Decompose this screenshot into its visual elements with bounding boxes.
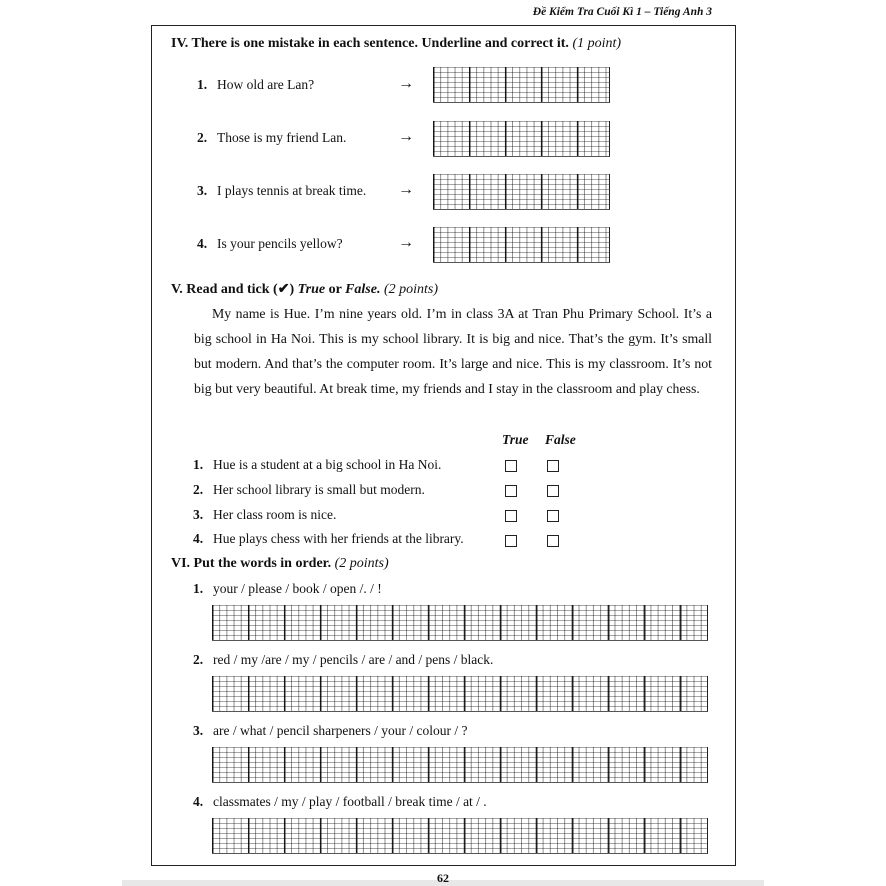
false-checkbox-3[interactable] [547,510,559,522]
section-5-heading-false: False. [345,282,381,297]
s4-answer-grid-1[interactable] [433,67,610,103]
false-column-header: False [545,432,576,447]
section-6-points: (2 points) [334,556,389,571]
s5-statement-2 [193,482,425,498]
s4-question-text: I plays tennis at break time. [217,183,367,198]
s4-question-1 [197,77,314,93]
s6-answer-grid-1[interactable] [212,605,708,641]
s5-statement-text: Her school library is small but modern. [213,482,425,497]
true-column-header: True [502,432,529,447]
s5-statement-text: Her class room is nice. [213,507,337,522]
section-6-title [171,556,389,572]
section-5-heading-mid: ) [289,282,298,297]
arrow-icon: → [398,181,414,198]
tick-icon: ✔ [277,282,290,297]
s6-question-4 [193,794,487,810]
s5-statement-3 [193,507,336,523]
s6-answer-grid-3[interactable] [212,747,708,783]
section-5-heading-true: True [297,282,326,297]
s4-question-text: Those is my friend Lan. [217,130,347,145]
section-4-heading: IV. There is one mistake in each sentence. Underline and correct it. [171,36,569,51]
s6-question-text: red / my /are / my / pencils / are / and / pens / black. [213,652,494,667]
section-5-points: (2 points) [383,282,439,297]
s6-question-text: your / please / book / open /. / ! [213,581,382,596]
s6-question-2 [193,652,493,668]
s4-question-4 [197,236,343,252]
s4-question-text: Is your pencils yellow? [217,236,343,251]
reading-passage [194,301,712,401]
s4-question-number: 4. [197,236,208,251]
s4-answer-grid-4[interactable] [433,227,610,263]
s6-answer-grid-4[interactable] [212,818,708,854]
s6-question-1 [193,581,382,597]
s4-question-number: 3. [197,183,208,198]
section-6-heading: VI. Put the words in order. [171,556,332,571]
reading-passage-text: My name is Hue. I’m nine years old. I’m in class 3A at Tran Phu Primary School. It’s a big school in Ha Noi. This is my school library. It is big and nice. That’s the gym. It’s small but modern. And that’s the computer room. It’s large and nice. This is my classroom. It’s not big but very beautiful. At break time, my friends and I stay in the classroom and play chess. [194,306,712,396]
s4-answer-grid-2[interactable] [433,121,610,157]
s5-statement-number: 1. [193,457,204,472]
arrow-icon: → [398,75,414,92]
section-5-heading-pre: V. Read and tick ( [171,282,278,297]
document-header-title: Đề Kiểm Tra Cuối Kì 1 – Tiếng Anh 3 [532,6,712,18]
s4-answer-grid-3[interactable] [433,174,610,210]
section-4-title [171,36,621,52]
s6-question-number: 3. [193,723,204,738]
s6-question-3 [193,723,468,739]
s5-statement-4 [193,531,464,547]
s6-question-text: classmates / my / play / football / break time / at / . [213,794,487,809]
arrow-icon: → [398,128,414,145]
false-checkbox-1[interactable] [547,460,559,472]
s5-statement-number: 4. [193,531,204,546]
s4-question-3 [197,183,366,199]
s6-question-text: are / what / pencil sharpeners / your / colour / ? [213,723,468,738]
s5-statement-1 [193,457,441,473]
s5-statement-text: Hue plays chess with her friends at the library. [213,531,464,546]
page-number: 62 [437,871,449,885]
true-checkbox-2[interactable] [505,485,517,497]
s5-statement-number: 2. [193,482,204,497]
arrow-icon: → [398,234,414,251]
s4-question-number: 1. [197,77,208,92]
s6-question-number: 1. [193,581,204,596]
false-checkbox-4[interactable] [547,535,559,547]
section-4-points: (1 point) [572,36,622,51]
false-checkbox-2[interactable] [547,485,559,497]
section-5-heading-or: or [325,282,346,297]
s4-question-number: 2. [197,130,208,145]
s4-question-2 [197,130,346,146]
true-checkbox-4[interactable] [505,535,517,547]
s4-question-text: How old are Lan? [217,77,315,92]
s6-answer-grid-2[interactable] [212,676,708,712]
s6-question-number: 2. [193,652,204,667]
true-checkbox-3[interactable] [505,510,517,522]
s6-question-number: 4. [193,794,204,809]
s5-statement-number: 3. [193,507,204,522]
s5-statement-text: Hue is a student at a big school in Ha Noi. [213,457,442,472]
section-5-title [171,281,438,298]
true-checkbox-1[interactable] [505,460,517,472]
